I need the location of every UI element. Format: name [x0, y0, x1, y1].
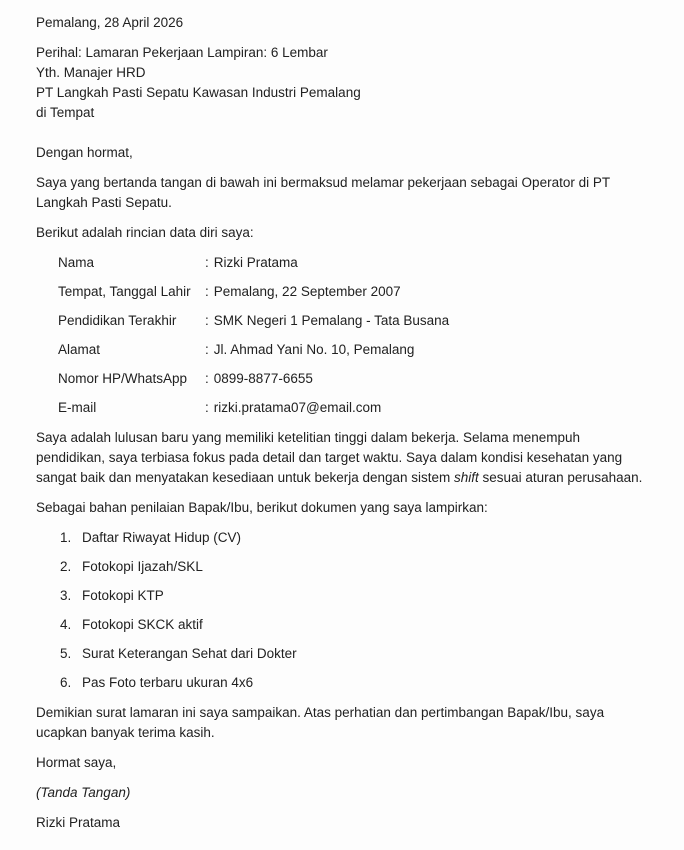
list-item-text: Daftar Riwayat Hidup (CV) — [82, 530, 242, 545]
list-item-number: 6. — [60, 675, 72, 690]
personal-details — [36, 253, 648, 418]
subject-line: Perihal: Lamaran Pekerjaan Lampiran: 6 Lembar — [36, 45, 328, 60]
signature-name: Rizki Pratama — [36, 815, 121, 830]
attachments-list — [36, 528, 648, 693]
detail-separator: : — [205, 342, 209, 357]
list-item-number: 4. — [60, 617, 72, 632]
list-item-text: Fotokopi SKCK aktif — [82, 617, 203, 632]
detail-separator: : — [205, 255, 209, 270]
detail-value: 0899-8877-6655 — [213, 371, 313, 386]
detail-row-ttl — [36, 282, 648, 302]
detail-value: SMK Negeri 1 Pemalang - Tata Busana — [213, 313, 450, 328]
recipient-name: Yth. Manajer HRD — [36, 65, 146, 80]
list-item — [36, 557, 648, 577]
closing-paragraph: Demikian surat lamaran ini saya sampaikan. Atas perhatian dan pertimbangan Bapak/Ibu, saya ucapkan banyak terima kasih. — [36, 705, 605, 740]
salutation: Dengan hormat, — [36, 145, 133, 160]
list-item — [36, 586, 648, 606]
list-item-number: 3. — [60, 588, 72, 603]
detail-separator: : — [205, 371, 209, 386]
list-item — [36, 644, 648, 664]
list-item-number: 5. — [60, 646, 72, 661]
detail-label: Tempat, Tanggal Lahir — [58, 284, 191, 299]
detail-row-email — [36, 398, 648, 418]
detail-value: Pemalang, 22 September 2007 — [213, 284, 401, 299]
detail-label: Alamat — [58, 342, 101, 357]
opening-paragraph: Saya yang bertanda tangan di bawah ini bermaksud melamar pekerjaan sebagai Operator di PT Langkah Pasti Sepatu. — [36, 175, 610, 210]
detail-row-alamat — [36, 340, 648, 360]
qualification-paragraph — [36, 428, 648, 488]
detail-value: Rizki Pratama — [213, 255, 298, 270]
detail-separator: : — [205, 313, 209, 328]
sign-off: Hormat saya, — [36, 755, 117, 770]
detail-separator: : — [205, 400, 209, 415]
list-item — [36, 673, 648, 693]
date-line: Pemalang, 28 April 2026 — [36, 15, 184, 30]
detail-label: Nama — [58, 255, 95, 270]
list-item-number: 1. — [60, 530, 72, 545]
qualification-text-part1: Saya adalah lulusan baru yang memiliki ketelitian tinggi dalam bekerja. Selama menempuh pendidikan, saya terbiasa fokus pada detail dan target waktu. Saya dalam kondisi kesehatan yang sangat baik dan menyatakan kesediaan untuk bekerja dengan sistem — [36, 430, 623, 485]
detail-label: Nomor HP/WhatsApp — [58, 371, 188, 386]
list-item-number: 2. — [60, 559, 72, 574]
qualification-italic-word: shift — [454, 470, 479, 485]
list-item-text: Fotokopi Ijazah/SKL — [82, 559, 203, 574]
recipient-company: PT Langkah Pasti Sepatu Kawasan Industri Pemalang — [36, 85, 361, 100]
recipient-place: di Tempat — [36, 105, 95, 120]
recipient-block — [36, 43, 648, 123]
signature-placeholder: (Tanda Tangan) — [36, 785, 131, 800]
detail-row-nomor-hp — [36, 369, 648, 389]
detail-label: E-mail — [58, 400, 97, 415]
detail-row-nama — [36, 253, 648, 273]
list-item — [36, 528, 648, 548]
detail-value: rizki.pratama07@email.com — [213, 400, 382, 415]
list-item-text: Surat Keterangan Sehat dari Dokter — [82, 646, 297, 661]
details-intro: Berikut adalah rincian data diri saya: — [36, 225, 254, 240]
attachments-intro: Sebagai bahan penilaian Bapak/Ibu, berikut dokumen yang saya lampirkan: — [36, 500, 488, 515]
list-item-text: Pas Foto terbaru ukuran 4x6 — [82, 675, 254, 690]
detail-separator: : — [205, 284, 209, 299]
detail-label: Pendidikan Terakhir — [58, 313, 177, 328]
list-item — [36, 615, 648, 635]
list-item-text: Fotokopi KTP — [82, 588, 164, 603]
detail-row-pendidikan — [36, 311, 648, 331]
detail-value: Jl. Ahmad Yani No. 10, Pemalang — [213, 342, 415, 357]
qualification-text-part2: sesuai aturan perusahaan. — [478, 470, 643, 485]
